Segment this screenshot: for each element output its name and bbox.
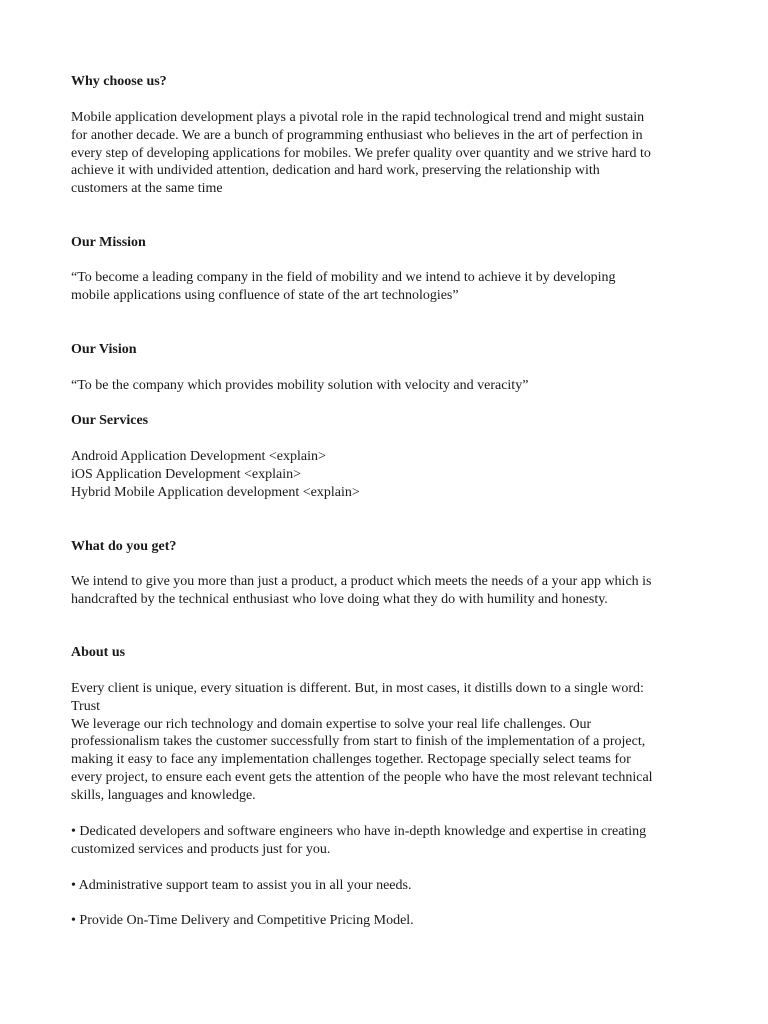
paragraph-line: for another decade. We are a bunch of programming enthusiast who believes in the art of perfection in [71, 127, 643, 143]
our-mission-paragraph [71, 269, 711, 305]
bullet-line: customized services and products just for you. [71, 841, 331, 857]
service-item: iOS Application Development <explain> [71, 466, 302, 482]
paragraph-line: We intend to give you more than just a product, a product which meets the needs of a your app which is [71, 574, 652, 589]
our-vision-paragraph [71, 377, 711, 395]
paragraph-line: Every client is unique, every situation is different. But, in most cases, it distills down to a single word: [71, 681, 644, 696]
about-us-paragraph [71, 680, 711, 805]
why-choose-us-heading: Why choose us? [71, 74, 167, 89]
paragraph-line: We leverage our rich technology and domain expertise to solve your real life challenges. Our [71, 716, 592, 732]
paragraph-line: “To become a leading company in the field of mobility and we intend to achieve it by developing [71, 270, 616, 285]
what-do-you-get-heading: What do you get? [71, 539, 177, 554]
bullet-line: • Provide On-Time Delivery and Competitive Pricing Model. [71, 913, 414, 928]
paragraph-line: skills, languages and knowledge. [71, 787, 256, 803]
about-us-heading: About us [71, 645, 126, 660]
why-choose-us-paragraph [71, 109, 711, 198]
paragraph-line: handcrafted by the technical enthusiast who love doing what they do with humility and honesty. [71, 591, 608, 607]
bullet-line: • Dedicated developers and software engineers who have in-depth knowledge and expertise in creating [71, 824, 647, 839]
what-do-you-get-paragraph [71, 573, 711, 609]
paragraph-line: customers at the same time [71, 181, 223, 197]
bullet-dedicated-developers [71, 823, 711, 859]
paragraph-line: Trust [71, 698, 101, 714]
paragraph-line: making it easy to face any implementation challenges together. Rectopage specially select teams for [71, 752, 631, 768]
paragraph-line: “To be the company which provides mobility solution with velocity and veracity” [71, 378, 529, 393]
bullet-administrative-support [71, 877, 711, 895]
bullet-on-time-delivery [71, 912, 711, 930]
paragraph-line: every project, to ensure each event gets the attention of the people who have the most relevant technical [71, 769, 653, 785]
service-item: Hybrid Mobile Application development <explain> [71, 484, 360, 500]
paragraph-line: achieve it with undivided attention, dedication and hard work, preserving the relationship with [71, 163, 600, 179]
our-vision-heading: Our Vision [71, 342, 137, 357]
paragraph-line: every step of developing applications for mobiles. We prefer quality over quantity and we strive hard to [71, 145, 651, 161]
paragraph-line: professionalism takes the customer successfully from start to finish of the implementation of a project, [71, 734, 646, 750]
bullet-line: • Administrative support team to assist you in all your needs. [71, 878, 412, 893]
paragraph-line: Mobile application development plays a pivotal role in the rapid technological trend and might sustain [71, 110, 645, 125]
our-mission-heading: Our Mission [71, 235, 146, 250]
our-services-heading: Our Services [71, 413, 149, 428]
our-services-list [71, 448, 711, 501]
service-item: Android Application Development <explain> [71, 449, 326, 464]
paragraph-line: mobile applications using confluence of state of the art technologies” [71, 287, 459, 303]
